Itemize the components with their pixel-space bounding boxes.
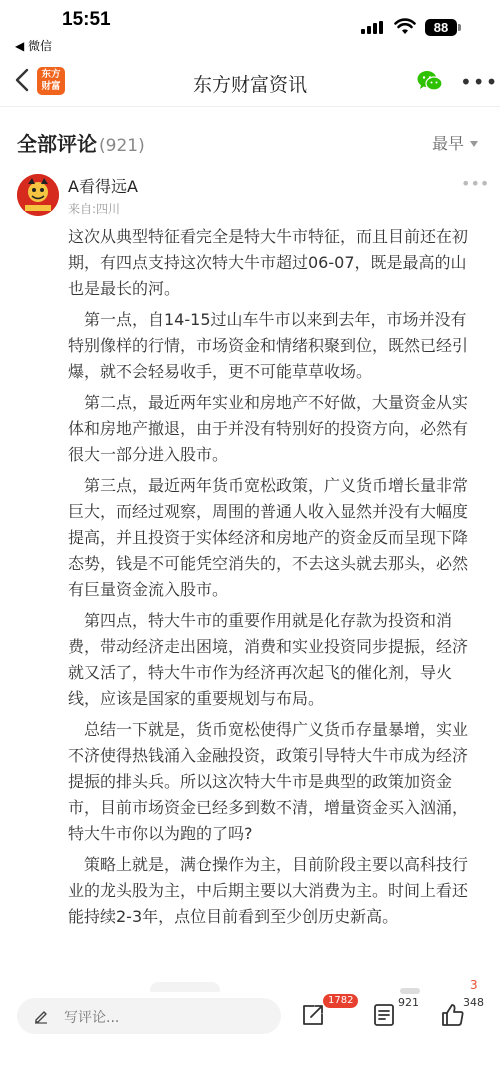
avatar-image (17, 174, 59, 216)
battery-indicator: 88 (425, 19, 457, 36)
comment-paragraph: 总结一下就是，货币宽松使得广义货币存量暴增，实业不济使得热钱涌入金融投资，政策引导特大牛市成为经济提振的排头兵。所以这次特大牛市是典型的政策加资金市，目前市场资金已经多到数不清，增量资金买入汹涌，特大牛市你以为跑的了吗? (68, 720, 469, 843)
signal-icon (361, 21, 383, 34)
comment-paragraph: 第四点，特大牛市的重要作用就是化存款为投资和消费，带动经济走出困境，消费和实业投资同步提振，经济就又活了，特大牛市作为经济再次起飞的催化剂，导火线，应该是国家的重要规划与布局。 (68, 611, 469, 708)
bottom-bar (0, 994, 500, 1082)
page-title: 东方财富资讯 (192, 74, 307, 96)
logo-text-1: 东方 (41, 69, 61, 80)
wifi-icon (394, 17, 416, 35)
comment-body (68, 224, 473, 935)
nav-divider (0, 106, 500, 107)
comment-icon[interactable] (371, 1002, 397, 1028)
like-count: 348 (463, 996, 484, 1009)
sort-label: 最早 (432, 134, 465, 153)
nav-bar (0, 58, 500, 104)
wechat-icon[interactable] (417, 70, 443, 92)
avatar[interactable] (17, 174, 59, 216)
comment-location: 来自:四川 (68, 202, 121, 216)
comment-paragraph: 策略上就是，满仓操作为主，目前阶段主要以高科技行业的龙头股为主，中后期主要以大消费为主。时间上看还能持续2-3年，点位目前看到至少创历史新高。 (68, 855, 469, 926)
comment-username[interactable]: A看得远A (68, 177, 138, 196)
comment-more-icon[interactable]: ••• (461, 174, 490, 193)
comments-header (17, 128, 145, 157)
comment-input[interactable] (17, 998, 281, 1034)
logo-text-2: 财富 (41, 81, 61, 92)
chevron-down-icon (470, 141, 478, 147)
sort-dropdown[interactable] (432, 131, 478, 154)
comment-count: 921 (398, 996, 419, 1009)
next-item-peek (150, 982, 220, 992)
comments-title: 全部评论 (17, 132, 97, 156)
back-to-wechat-link[interactable]: ◀ 微信 (15, 39, 53, 53)
comment-paragraph: 第一点，自14-15过山车牛市以来到去年，市场并没有特别像样的行情，市场资金和情绪积聚到位，既然已经引爆，就不会轻易收手，更不可能草草收场。 (68, 310, 469, 381)
comment-paragraph: 这次从典型特征看完全是特大牛市特征，而且目前还在初期，有四点支持这次特大牛市超过06-07，既是最高的山也是最长的河。 (68, 227, 469, 298)
share-icon[interactable] (300, 1002, 326, 1028)
comments-count: (921) (99, 136, 145, 156)
pen-icon (33, 1008, 49, 1024)
status-time: 15:51 (62, 9, 111, 30)
battery-tip (458, 24, 461, 31)
peek-count: 3 (470, 978, 478, 992)
status-bar (0, 0, 500, 58)
comment-input-placeholder: 写评论... (64, 1010, 120, 1026)
more-icon[interactable]: ••• (460, 70, 499, 94)
share-count-badge: 1782 (323, 994, 358, 1008)
comment-paragraph: 第三点，最近两年货币宽松政策，广义货币增长量非常巨大，而经过观察，周围的普通人收入显然并没有大幅度提高，并且投资于实体经济和房地产的资金反而呈现下降态势，钱是不可能凭空消失的，不去这头就去那头，必然有巨量资金流入股市。 (68, 476, 469, 599)
comment-paragraph: 第二点，最近两年实业和房地产不好做，大量资金从实体和房地产撤退，由于并没有特别好的投资方向，必然有很大一部分进入股市。 (68, 393, 469, 464)
